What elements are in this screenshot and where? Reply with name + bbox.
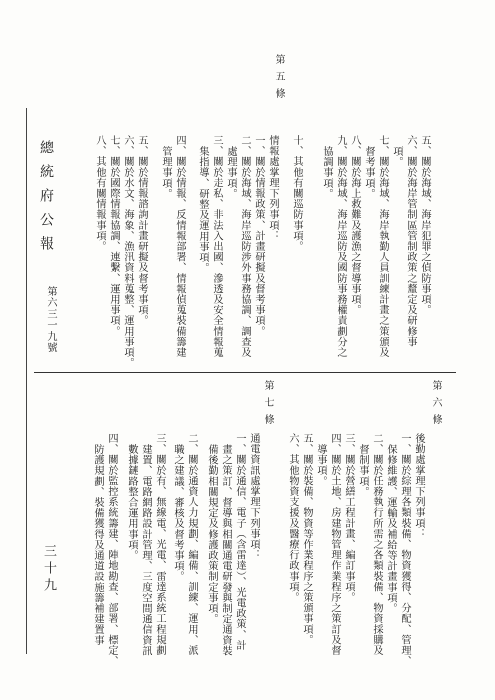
text-column: 督制事項。 xyxy=(357,444,368,497)
text-column: 二、關於通資人力規劃、編備、訓練、運用、派 xyxy=(186,433,197,656)
text-column: 督考事項。 xyxy=(363,146,374,199)
text-column: 七、關於國際情報協調、連繫、運用事項。 xyxy=(108,135,119,337)
text-column: 三、關於走私、非法入出國、滲透及安全情報蒐 xyxy=(211,135,222,358)
issue-number: 第六三一九號 xyxy=(45,286,56,354)
text-column: 八、關於海上救難及護漁之督導事項。 xyxy=(349,135,360,316)
text-column: 五、關於裝備、物資等作業程序之策頒事項。 xyxy=(301,433,312,645)
text-column: 管理事項。 xyxy=(160,146,171,199)
text-column: 五、關於情報諮詢計畫研擬及督考事項。 xyxy=(136,135,147,326)
text-column: 保修維護、運輸及補給等計畫事項。 xyxy=(385,444,396,614)
text-column: 六、關於海岸管制區管制政策之釐定及研修事 xyxy=(405,135,416,347)
text-column: 集指導、研整及運用事項。 xyxy=(197,146,208,274)
text-column: 處理事項。 xyxy=(225,146,236,199)
text-column: 四、關於情報、反情報部署、情報偵蒐裝備籌建 xyxy=(174,135,185,358)
text-column: 二、關於任務執行所需之各類裝備、物資採購及 xyxy=(371,433,382,656)
page-number: 三十九 xyxy=(41,544,56,595)
text-column: 畫之策訂、督導與相關通電研發與制定通資裝 xyxy=(220,444,231,656)
article-heading: 第五條 xyxy=(273,54,284,105)
text-column: 職之建議、審核及督考事項。 xyxy=(172,444,183,582)
text-column: 八、其他有關情報事項。 xyxy=(94,135,105,252)
text-column: 七、關於海域、海岸執勤人員訓練計畫之策頒及 xyxy=(377,135,388,358)
text-column: 協調事項。 xyxy=(321,146,332,199)
text-column: 四、關於土地、房建物管理作業程序之策訂及督 xyxy=(329,433,340,656)
section-divider xyxy=(34,372,456,373)
article-heading: 第七條 xyxy=(262,380,273,431)
text-column: 三、關於營繕工程計畫、編訂事項。 xyxy=(343,433,354,603)
text-column: 後勤處掌理下列事項： xyxy=(413,433,424,539)
text-column: 五、關於海域、海岸犯罪之偵防事項。 xyxy=(419,135,430,316)
text-column: 六、其他物資支援及醫療行政事項。 xyxy=(287,433,298,603)
text-column: 三、關於有、無線電、光電、雷達系統工程規劃 xyxy=(154,433,165,656)
text-column: 通電資訊處掌理下列事項： xyxy=(248,433,259,561)
text-column: 一、關於情報政策、計畫研擬及督考事項。 xyxy=(253,135,264,337)
text-column: 項。 xyxy=(391,146,402,168)
text-column: 十、其他有關巡防事項。 xyxy=(291,135,302,252)
text-column: 建置、電路網路設計管理、三度空間通信資訊 xyxy=(140,444,151,656)
text-column: 一、關於綜理各類裝備、物資獲得、分配、管理、 xyxy=(399,433,410,667)
article-heading: 第六條 xyxy=(430,380,441,431)
text-column: 數據鏈路整合運用事項。 xyxy=(126,444,137,561)
text-column: 導事項。 xyxy=(315,444,326,487)
text-column: 防護規劃、裝備獲得及通道設施籌補建置事 xyxy=(92,444,103,646)
gazette-title: 總統府公報 xyxy=(38,140,54,260)
text-column: 九、關於海域、海岸巡防及國防事務權責劃分之 xyxy=(335,135,346,358)
text-column: 情報處掌理下列事項： xyxy=(267,135,278,241)
text-column: 四、關於監控系統籌建、陣地勘查、部署、標定、 xyxy=(106,433,117,667)
text-column: 一、關於通信、電子（含雷達）、光電政策、計 xyxy=(234,433,245,651)
text-column: 二、關於海域、海岸巡防涉外事務協調、調查及 xyxy=(239,135,250,358)
text-column: 六、關於水文、海象、漁汛資料蒐整、運用事項。 xyxy=(122,135,133,369)
text-column: 備後勤相關規定及修護政策制定事項。 xyxy=(206,444,217,625)
left-rule xyxy=(26,108,27,654)
